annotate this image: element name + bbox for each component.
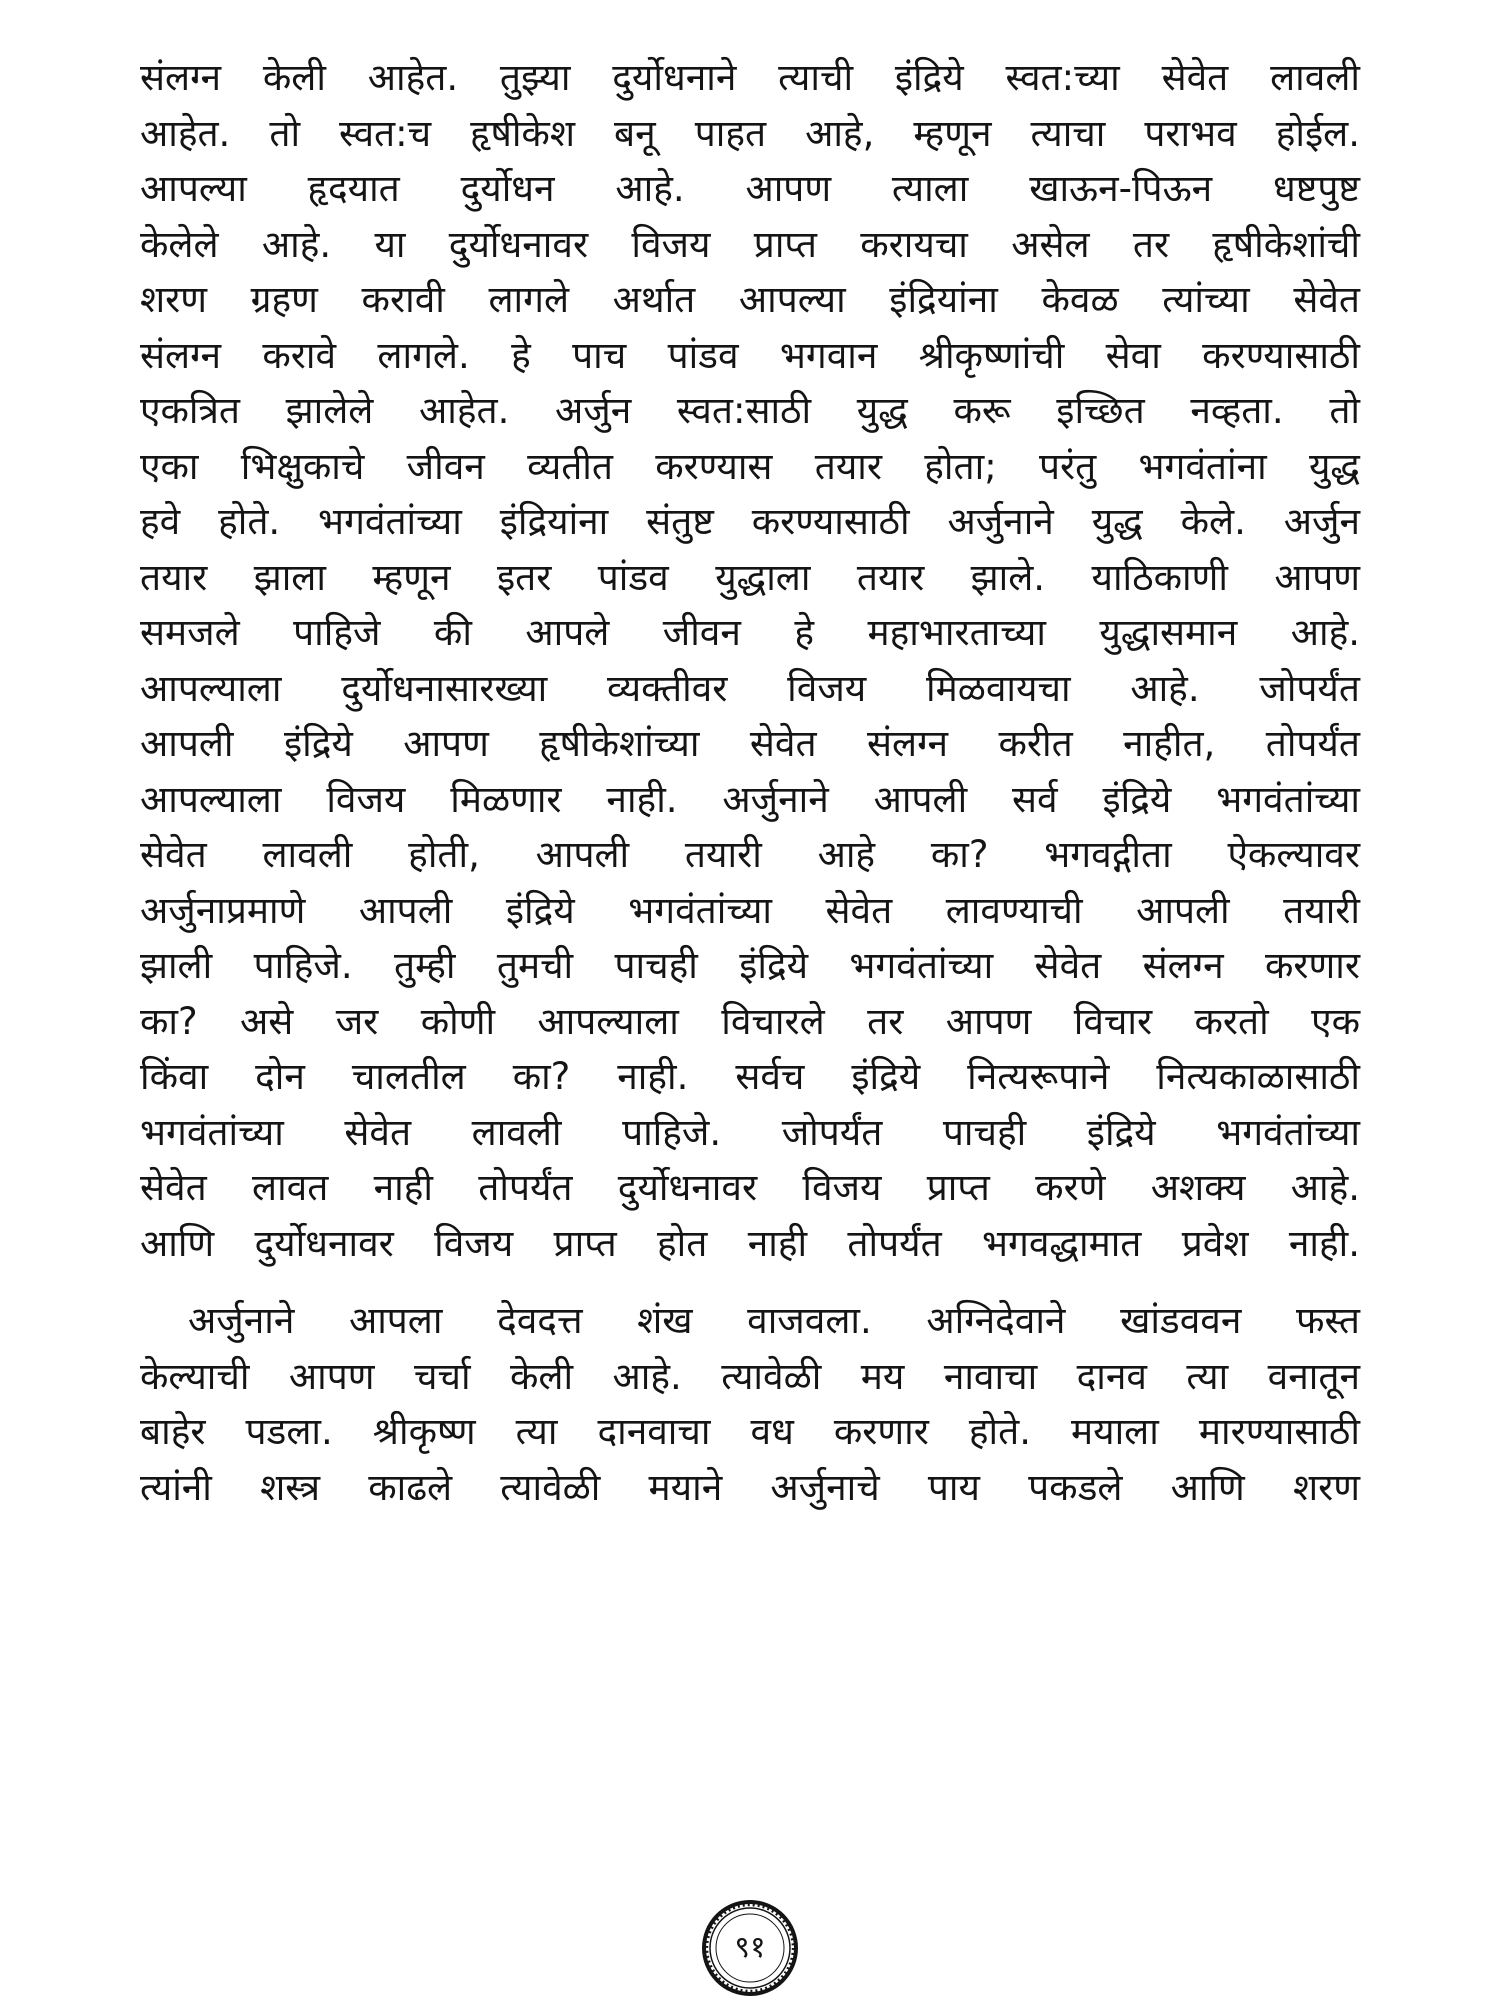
text-line: केलेले आहे. या दुर्योधनावर विजय प्राप्त करायचा असेल तर हृषीकेशांची: [140, 222, 1360, 266]
text-line: समजले पाहिजे की आपले जीवन हे महाभारताच्या युद्धासमान आहे.: [140, 611, 1360, 654]
text-line: संलग्न करावे लागले. हे पाच पांडव भगवान श्रीकृष्णांची सेवा करण्यासाठी: [140, 333, 1360, 377]
text-line: का? असे जर कोणी आपल्याला विचारले तर आपण विचार करतो एक: [140, 999, 1360, 1043]
text-line: अर्जुनाप्रमाणे आपली इंद्रिये भगवंतांच्या सेवेत लावण्याची आपली तयारी: [140, 888, 1360, 932]
page-number: ९१: [734, 1930, 766, 1965]
text-line: हवे होते. भगवंतांच्या इंद्रियांना संतुष्ट करण्यासाठी अर्जुनाने युद्ध केले. अर्जुन: [140, 500, 1360, 543]
text-line: आपल्याला विजय मिळणार नाही. अर्जुनाने आपली सर्व इंद्रिये भगवंतांच्या: [140, 777, 1360, 821]
text-line: आपल्या हृदयात दुर्योधन आहे. आपण त्याला खाऊन-पिऊन धष्टपुष्ट: [140, 167, 1360, 210]
paragraph-2: [140, 1293, 1360, 1515]
text-line: तयार झाला म्हणून इतर पांडव युद्धाला तयार झाले. याठिकाणी आपण: [140, 555, 1360, 599]
text-line: आपली इंद्रिये आपण हृषीकेशांच्या सेवेत संलग्न करीत नाहीत, तोपर्यंत: [140, 722, 1360, 765]
page-number-badge: [700, 1898, 800, 1998]
text-line: शरण ग्रहण करावी लागले अर्थात आपल्या इंद्रियांना केवळ त्यांच्या सेवेत: [140, 278, 1360, 321]
text-line: सेवेत लावली होती, आपली तयारी आहे का? भगवद्गीता ऐकल्यावर: [140, 833, 1360, 876]
text-line: अर्जुनाने आपला देवदत्त शंख वाजवला. अग्निदेवाने खांडववन फस्त: [188, 1299, 1360, 1342]
paragraph-1: [140, 50, 1360, 1271]
text-line: एकत्रित झालेले आहेत. अर्जुन स्वत:साठी युद्ध करू इच्छित नव्हता. तो: [140, 389, 1360, 432]
text-line: किंवा दोन चालतील का? नाही. सर्वच इंद्रिये नित्यरूपाने नित्यकाळासाठी: [140, 1055, 1360, 1098]
body-text: [140, 50, 1360, 1515]
paragraph-spacer: [140, 1271, 1360, 1293]
text-line: केल्याची आपण चर्चा केली आहे. त्यावेळी मय नावाचा दानव त्या वनातून: [140, 1354, 1360, 1398]
text-line: आणि दुर्योधनावर विजय प्राप्त होत नाही तोपर्यंत भगवद्धामात प्रवेश नाही.: [140, 1221, 1360, 1265]
text-line: झाली पाहिजे. तुम्ही तुमची पाचही इंद्रिये भगवंतांच्या सेवेत संलग्न करणार: [140, 944, 1360, 987]
text-line: एका भिक्षुकाचे जीवन व्यतीत करण्यास तयार होता; परंतु भगवंतांना युद्ध: [140, 444, 1360, 488]
text-line: आहेत. तो स्वत:च हृषीकेश बनू पाहत आहे, म्हणून त्याचा पराभव होईल.: [140, 111, 1360, 155]
text-line: संलग्न केली आहेत. तुझ्या दुर्योधनाने त्याची इंद्रिये स्वत:च्या सेवेत लावली: [140, 56, 1360, 99]
text-line: बाहेर पडला. श्रीकृष्ण त्या दानवाचा वध करणार होते. मयाला मारण्यासाठी: [140, 1410, 1360, 1453]
text-line: त्यांनी शस्त्र काढले त्यावेळी मयाने अर्जुनाचे पाय पकडले आणि शरण: [140, 1465, 1360, 1509]
text-line: भगवंतांच्या सेवेत लावली पाहिजे. जोपर्यंत पाचही इंद्रिये भगवंतांच्या: [140, 1110, 1360, 1154]
text-line: आपल्याला दुर्योधनासारख्या व्यक्तीवर विजय मिळवायचा आहे. जोपर्यंत: [140, 666, 1360, 710]
text-line: सेवेत लावत नाही तोपर्यंत दुर्योधनावर विजय प्राप्त करणे अशक्य आहे.: [140, 1166, 1360, 1209]
